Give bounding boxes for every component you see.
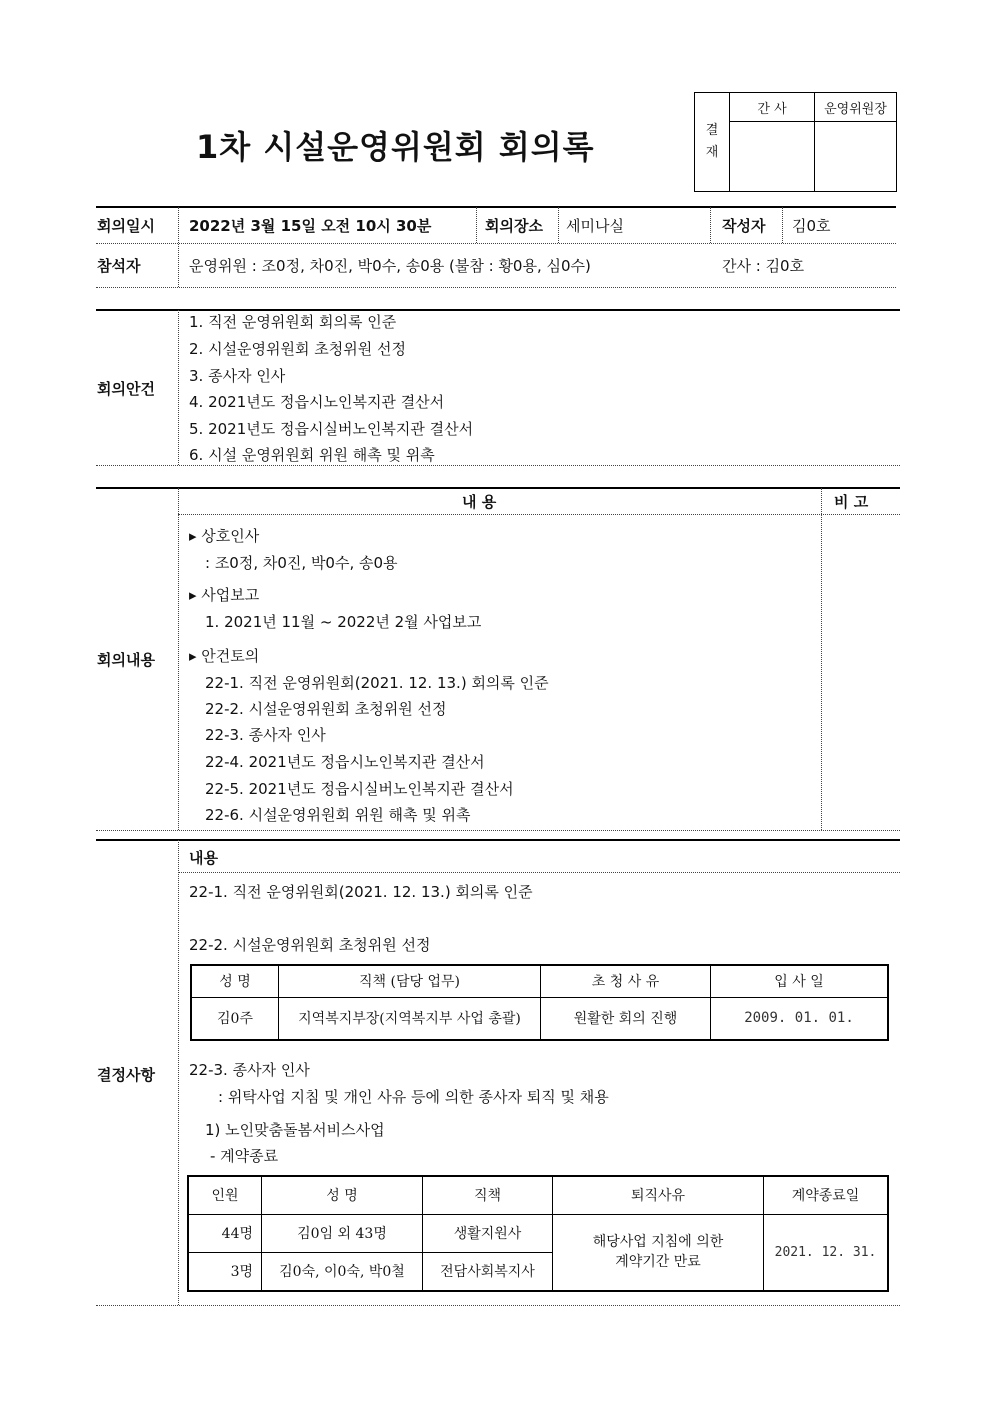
table-cell: 원활한 회의 진행 xyxy=(541,997,711,1040)
decision-item-3: 22-3. 종사자 인사 xyxy=(189,1061,310,1079)
meeting-place-label: 회의장소 xyxy=(485,217,543,235)
meeting-date-value: 2022년 3월 15일 오전 10시 30분 xyxy=(189,217,432,235)
attendees-value: 운영위원 : 조0정, 차0진, 박0수, 송0용 (불참 : 황0용, 심0수) xyxy=(189,257,591,275)
content-label: 회의내용 xyxy=(97,651,155,669)
table-header: 성 명 xyxy=(262,1176,423,1214)
table-header: 성 명 xyxy=(191,965,279,997)
discussion-title: ▸ 안건토의 xyxy=(189,647,260,665)
table-cell: 생활지원사 xyxy=(423,1214,553,1252)
approval-col-secretary: 간 사 xyxy=(730,93,815,122)
program-title: 1) 노인맞춤돌봄서비스사업 xyxy=(205,1121,385,1139)
table-header: 입 사 일 xyxy=(711,965,889,997)
agenda-item: 3. 종사자 인사 xyxy=(189,367,286,385)
decision-header: 내용 xyxy=(189,849,218,867)
agenda-item: 5. 2021년도 정읍시실버노인복지관 결산서 xyxy=(189,420,474,438)
approval-col-chair: 운영위원장 xyxy=(815,93,897,122)
approval-box xyxy=(694,92,897,192)
attendees-label: 참석자 xyxy=(97,257,141,275)
discussion-item: 22-1. 직전 운영위원회(2021. 12. 13.) 회의록 인준 xyxy=(205,674,549,692)
author-value: 김0호 xyxy=(792,217,831,235)
meeting-date-label: 회의일시 xyxy=(97,217,155,235)
staff-change-table xyxy=(187,1175,889,1292)
discussion-item: 22-6. 시설운영위원회 위원 해촉 및 위촉 xyxy=(205,806,471,824)
agenda-item: 6. 시설 운영위원회 위원 해촉 및 위촉 xyxy=(189,446,435,464)
decision-label: 결정사항 xyxy=(97,1066,155,1084)
agenda-label: 회의안건 xyxy=(97,380,155,398)
note-column-header: 비 고 xyxy=(834,493,869,511)
table-header: 계약종료일 xyxy=(764,1176,889,1214)
discussion-item: 22-4. 2021년도 정읍시노인복지관 결산서 xyxy=(205,753,485,771)
table-cell-end-date: 2021. 12. 31. xyxy=(764,1214,889,1291)
agenda-item: 2. 시설운영위원회 초청위원 선정 xyxy=(189,340,406,358)
discussion-item: 22-5. 2021년도 정읍시실버노인복지관 결산서 xyxy=(205,780,514,798)
invitee-table xyxy=(190,964,889,1041)
discussion-item: 22-3. 종사자 인사 xyxy=(205,726,326,744)
table-cell: 3명 xyxy=(188,1252,262,1291)
table-header: 퇴직사유 xyxy=(553,1176,764,1214)
content-column-header: 내 용 xyxy=(462,493,497,511)
agenda-item: 1. 직전 운영위원회 회의록 인준 xyxy=(189,313,397,331)
table-cell-reason: 해당사업 지침에 의한 계약기간 만료 xyxy=(553,1214,764,1291)
secretary-value: 간사 : 김0호 xyxy=(722,257,805,275)
table-cell: 2009. 01. 01. xyxy=(711,997,889,1040)
table-header: 초 청 사 유 xyxy=(541,965,711,997)
greeting-text: : 조0정, 차0진, 박0수, 송0용 xyxy=(205,554,398,572)
table-header: 인원 xyxy=(188,1176,262,1214)
table-header: 직책 xyxy=(423,1176,553,1214)
table-cell: 전담사회복지사 xyxy=(423,1252,553,1291)
table-cell: 44명 xyxy=(188,1214,262,1252)
meeting-place-value: 세미나실 xyxy=(566,217,624,235)
program-detail: - 계약종료 xyxy=(210,1147,279,1165)
agenda-item: 4. 2021년도 정읍시노인복지관 결산서 xyxy=(189,393,445,411)
table-header: 직책 (담당 업무) xyxy=(279,965,541,997)
table-cell: 김0임 외 43명 xyxy=(262,1214,423,1252)
table-cell: 김0숙, 이0숙, 박0철 xyxy=(262,1252,423,1291)
author-label: 작성자 xyxy=(722,217,766,235)
greeting-title: ▸ 상호인사 xyxy=(189,527,260,545)
table-cell: 김0주 xyxy=(191,997,279,1040)
page-title: 1차 시설운영위원회 회의록 xyxy=(196,128,595,166)
approval-sign-secretary[interactable] xyxy=(730,122,815,192)
decision-item-1: 22-1. 직전 운영위원회(2021. 12. 13.) 회의록 인준 xyxy=(189,883,533,901)
table-cell: 지역복지부장(지역복지부 사업 총괄) xyxy=(279,997,541,1040)
discussion-item: 22-2. 시설운영위원회 초청위원 선정 xyxy=(205,700,447,718)
report-text: 1. 2021년 11월 ~ 2022년 2월 사업보고 xyxy=(205,613,482,631)
decision-item-3-desc: : 위탁사업 지침 및 개인 사유 등에 의한 종사자 퇴직 및 채용 xyxy=(218,1088,609,1106)
decision-item-2: 22-2. 시설운영위원회 초청위원 선정 xyxy=(189,936,431,954)
approval-side-label: 결 재 xyxy=(695,93,730,192)
approval-sign-chair[interactable] xyxy=(815,122,897,192)
report-title: ▸ 사업보고 xyxy=(189,586,260,604)
